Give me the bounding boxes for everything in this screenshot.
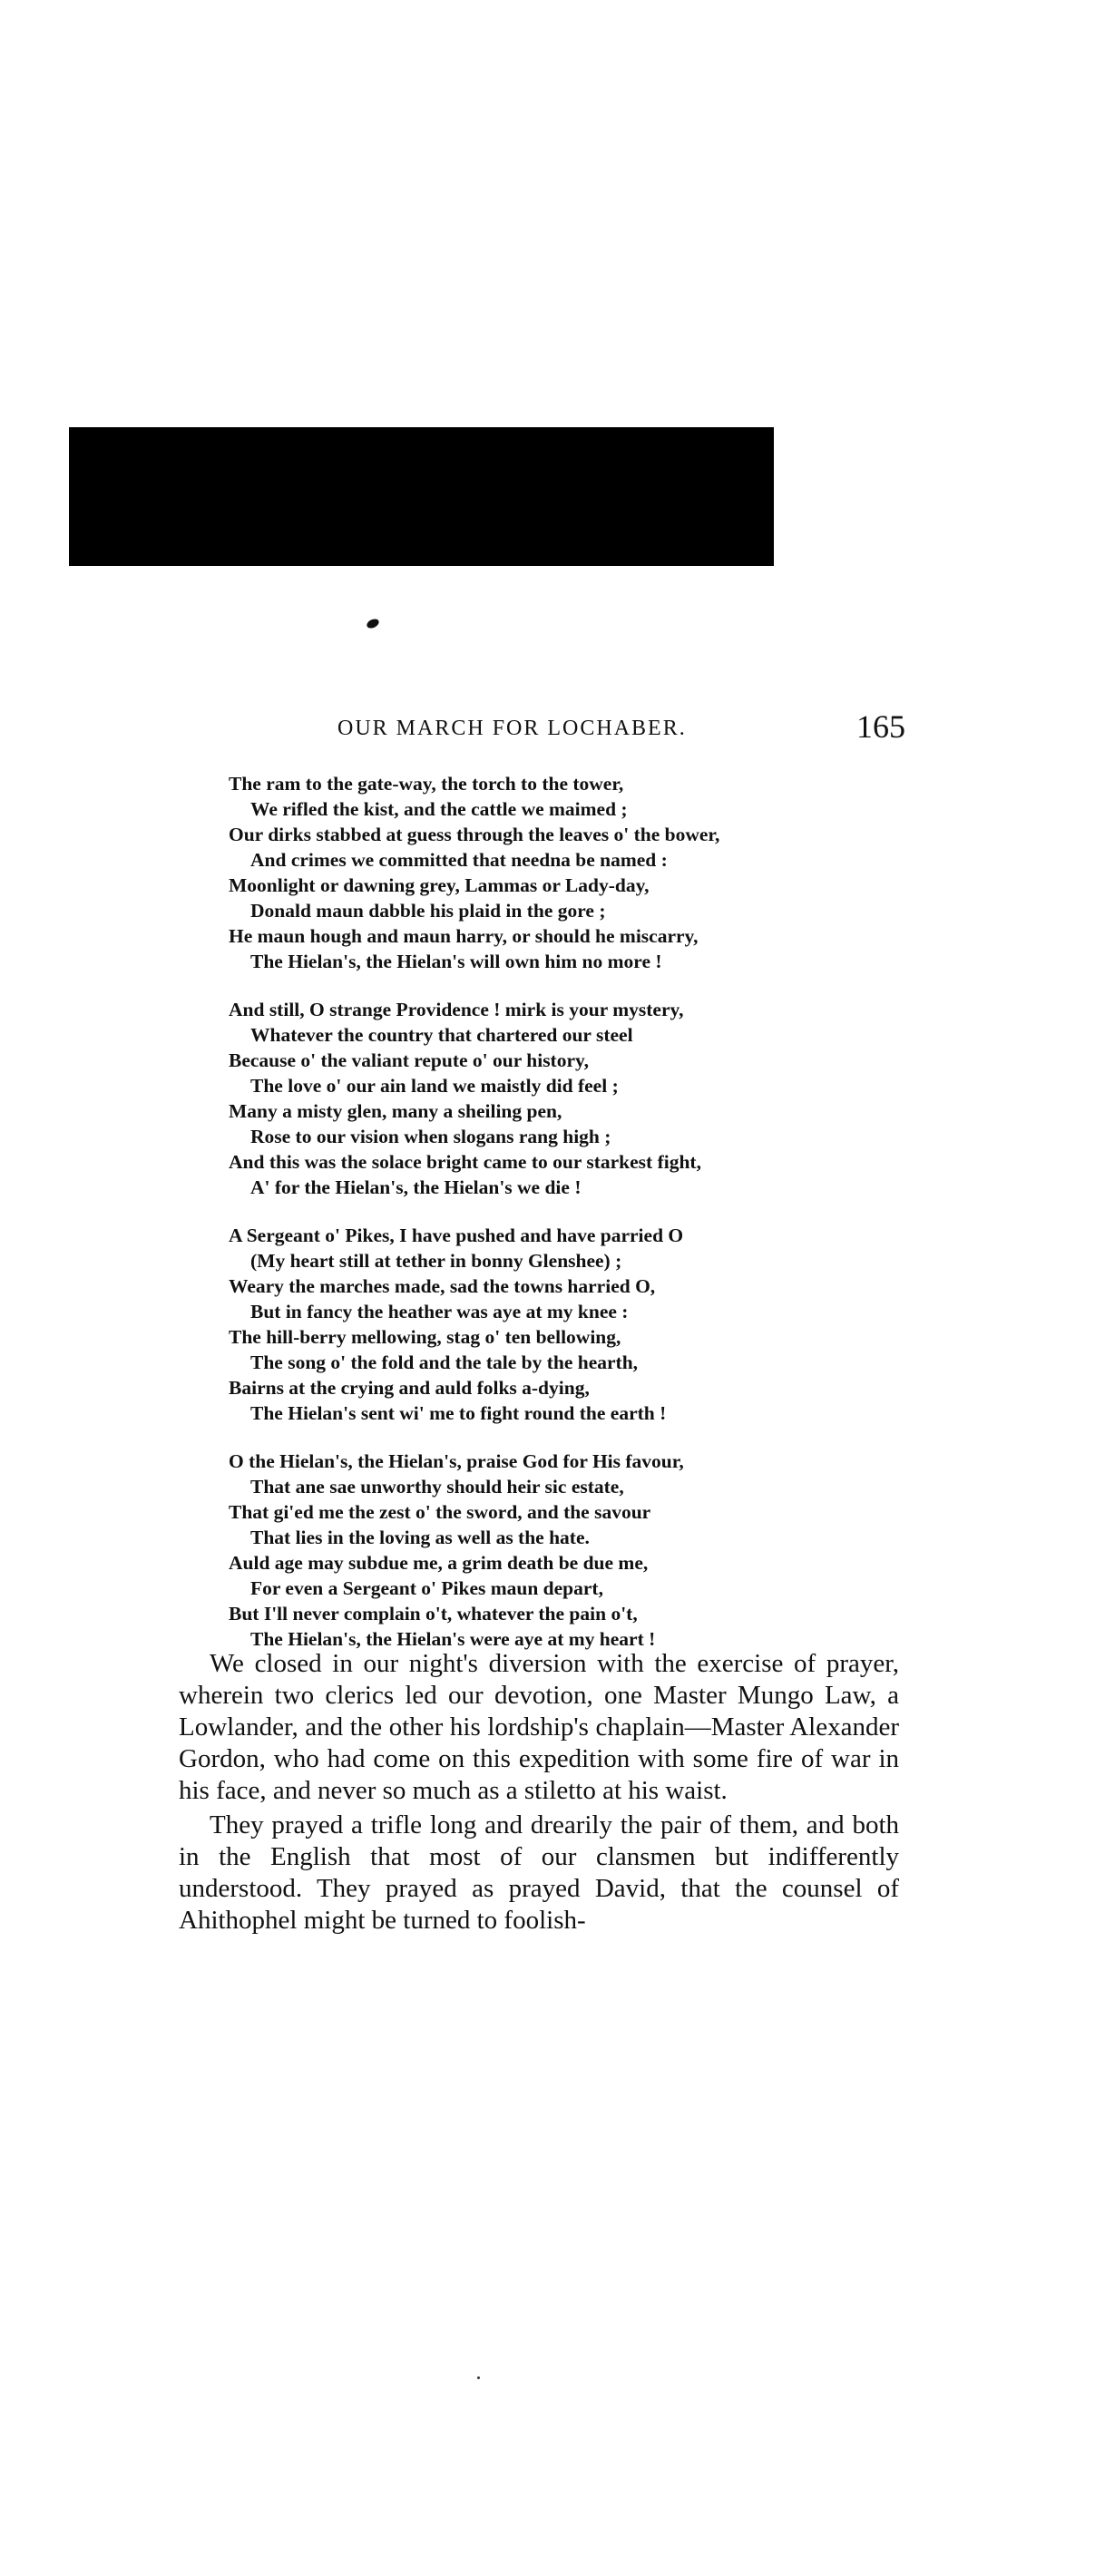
poem-line: That gi'ed me the zest o' the sword, and the savour: [229, 1501, 651, 1523]
poem-line: The song o' the fold and the tale by the hearth,: [250, 1351, 639, 1373]
poem-line: A Sergeant o' Pikes, I have pushed and have parried O: [229, 1225, 684, 1246]
poem-stanza: [229, 771, 882, 974]
poem-line: And crimes we committed that needna be named :: [250, 849, 668, 871]
poem-line: Because o' the valiant repute o' our history,: [229, 1049, 589, 1071]
poem-line: Weary the marches made, sad the towns harried O,: [229, 1275, 656, 1297]
poem-line: And this was the solace bright came to our starkest fight,: [229, 1151, 701, 1173]
poem-line: O the Hielan's, the Hielan's, praise God for His favour,: [229, 1450, 684, 1472]
poem-line: The ram to the gate-way, the torch to the tower,: [229, 773, 624, 795]
poem-line: That ane sae unworthy should heir sic estate,: [250, 1476, 624, 1498]
poem-line: Whatever the country that chartered our steel: [250, 1024, 633, 1046]
poem-line: Bairns at the crying and auld folks a-dying,: [229, 1377, 590, 1399]
body-paragraph: We closed in our night's diversion with the exercise of prayer, wherein two clerics led our devotion, one Master Mungo Law, a Lowlander, and the other his lordship's chaplain—Master Alexander Gordon, who had come on this expedition with some fire of war in his face, and never so much as a stiletto at his waist.: [179, 1649, 899, 1805]
prose-body: [179, 1648, 899, 1939]
print-speck: [477, 2376, 480, 2379]
poem-line: The love o' our ain land we maistly did feel ;: [250, 1075, 619, 1097]
poem-line: The Hielan's, the Hielan's were aye at my heart !: [250, 1628, 656, 1650]
poem-line: Our dirks stabbed at guess through the leaves o' the bower,: [229, 824, 720, 845]
poem-line: But in fancy the heather was aye at my knee :: [250, 1301, 629, 1322]
poem-line: The hill-berry mellowing, stag o' ten bellowing,: [229, 1326, 621, 1348]
poem-stanza: [229, 997, 882, 1200]
poem-line: Donald maun dabble his plaid in the gore ;: [250, 900, 606, 922]
poem-stanza: [229, 1449, 882, 1652]
running-head: OUR MARCH FOR LOCHABER.: [337, 717, 687, 740]
poem-line: He maun hough and maun harry, or should he miscarry,: [229, 925, 699, 947]
poem-line: That lies in the loving as well as the hate.: [250, 1527, 590, 1548]
poem-line: For even a Sergeant o' Pikes maun depart,: [250, 1577, 603, 1599]
page-number: 165: [856, 708, 905, 745]
poem: [229, 771, 882, 1674]
poem-line: We rifled the kist, and the cattle we maimed ;: [250, 798, 628, 820]
poem-line: The Hielan's sent wi' me to fight round the earth !: [250, 1402, 667, 1424]
poem-stanza: [229, 1223, 882, 1426]
poem-line: Rose to our vision when slogans rang high ;: [250, 1126, 611, 1147]
poem-line: But I'll never complain o't, whatever the pain o't,: [229, 1603, 638, 1625]
poem-line: Moonlight or dawning grey, Lammas or Lady-day,: [229, 874, 650, 896]
poem-line: Many a misty glen, many a sheiling pen,: [229, 1100, 562, 1122]
poem-line: The Hielan's, the Hielan's will own him no more !: [250, 951, 662, 972]
poem-line: Auld age may subdue me, a grim death be due me,: [229, 1552, 649, 1574]
body-paragraph: They prayed a trifle long and drearily the pair of them, and both in the English that most of our clansmen but indifferently understood. They prayed as prayed David, that the counsel of Ahithophel might be turned to foolish-: [179, 1810, 899, 1935]
poem-line: And still, O strange Providence ! mirk is your mystery,: [229, 999, 684, 1020]
poem-line: A' for the Hielan's, the Hielan's we die !: [250, 1176, 582, 1198]
poem-line: (My heart still at tether in bonny Glenshee) ;: [250, 1250, 622, 1272]
ink-smudge: [366, 617, 380, 629]
redaction-block: [69, 427, 774, 566]
